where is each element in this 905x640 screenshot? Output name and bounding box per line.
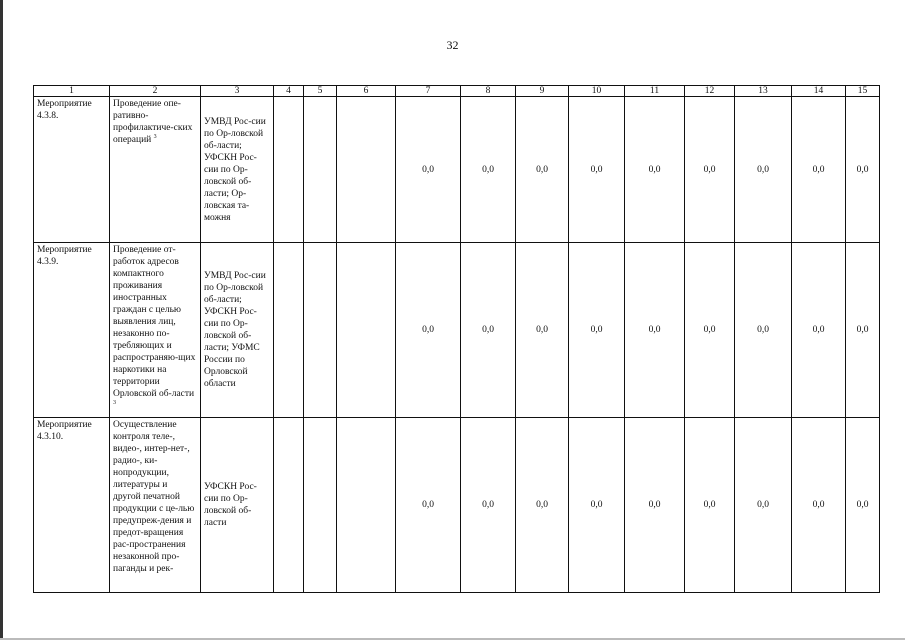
empty-cell <box>337 418 396 593</box>
value-cell: 0,0 <box>569 97 625 243</box>
measure-id: Мероприятие 4.3.9. <box>34 243 110 418</box>
page-edge-left <box>0 0 3 640</box>
table-row <box>34 97 880 243</box>
value-cell: 0,0 <box>685 418 735 593</box>
value-cell: 0,0 <box>516 243 569 418</box>
value-cell: 0,0 <box>735 418 792 593</box>
value-cell: 0,0 <box>846 97 880 243</box>
value-cell: 0,0 <box>685 97 735 243</box>
column-number: 15 <box>846 86 880 97</box>
value-cell: 0,0 <box>569 418 625 593</box>
measure-name: Проведение опе-ративно-профилактиче-ских операций $^3$ <box>110 97 201 243</box>
empty-cell <box>304 97 337 243</box>
value-cell: 0,0 <box>569 243 625 418</box>
table-row <box>34 243 880 418</box>
column-number: 3 <box>201 86 274 97</box>
empty-cell <box>274 418 304 593</box>
measure-executors: УФСКН Рос-сии по Ор-ловской об-ласти <box>201 418 274 593</box>
column-number-row <box>34 86 880 97</box>
measure-executors: УМВД Рос-сии по Ор-ловской об-ласти; УФСКН Рос-сии по Ор-ловской об-ласти; Ор-ловская та-можня <box>201 97 274 243</box>
program-table <box>33 85 880 593</box>
column-number: 7 <box>396 86 461 97</box>
empty-cell <box>337 97 396 243</box>
value-cell: 0,0 <box>846 243 880 418</box>
measure-executors: УМВД Рос-сии по Ор-ловской об-ласти; УФСКН Рос-сии по Ор-ловской об-ласти; УФМС России по Орловской области <box>201 243 274 418</box>
value-cell: 0,0 <box>396 243 461 418</box>
value-cell: 0,0 <box>792 418 846 593</box>
value-cell: 0,0 <box>685 243 735 418</box>
value-cell: 0,0 <box>461 97 516 243</box>
table-row <box>34 418 880 593</box>
value-cell: 0,0 <box>516 418 569 593</box>
value-cell: 0,0 <box>625 418 685 593</box>
empty-cell <box>337 243 396 418</box>
column-number: 12 <box>685 86 735 97</box>
column-number: 4 <box>274 86 304 97</box>
column-number: 10 <box>569 86 625 97</box>
empty-cell <box>304 418 337 593</box>
value-cell: 0,0 <box>735 243 792 418</box>
value-cell: 0,0 <box>735 97 792 243</box>
value-cell: 0,0 <box>846 418 880 593</box>
column-number: 9 <box>516 86 569 97</box>
value-cell: 0,0 <box>396 97 461 243</box>
column-number: 6 <box>337 86 396 97</box>
column-number: 5 <box>304 86 337 97</box>
footnote-mark: 3 <box>153 133 157 140</box>
value-cell: 0,0 <box>396 418 461 593</box>
measure-id: Мероприятие 4.3.8. <box>34 97 110 243</box>
value-cell: 0,0 <box>792 97 846 243</box>
column-number: 11 <box>625 86 685 97</box>
column-number: 8 <box>461 86 516 97</box>
value-cell: 0,0 <box>625 97 685 243</box>
column-number: 14 <box>792 86 846 97</box>
column-number: 13 <box>735 86 792 97</box>
value-cell: 0,0 <box>625 243 685 418</box>
empty-cell <box>274 243 304 418</box>
measure-id: Мероприятие 4.3.10. <box>34 418 110 593</box>
measure-name: Проведение от-работок адресов компактного проживания иностранных граждан с целью выявления лиц, незаконно по-требляющих и распространяю-щих наркотики на территории Орловской об-ласти $^3$ <box>110 243 201 418</box>
empty-cell <box>304 243 337 418</box>
page-number: 32 <box>446 38 459 52</box>
column-number: 2 <box>110 86 201 97</box>
measure-name: Осуществление контроля теле-, видео-, интер-нет-, радио-, ки-нопродукции, литературы и другой печатной продукции с це-лью предупреж-дения и предот-вращения рас-пространения незаконной про-паганды и рек- <box>110 418 201 593</box>
footnote-mark: 3 <box>113 399 116 406</box>
empty-cell <box>274 97 304 243</box>
value-cell: 0,0 <box>461 418 516 593</box>
value-cell: 0,0 <box>516 97 569 243</box>
column-number: 1 <box>34 86 110 97</box>
value-cell: 0,0 <box>792 243 846 418</box>
value-cell: 0,0 <box>461 243 516 418</box>
